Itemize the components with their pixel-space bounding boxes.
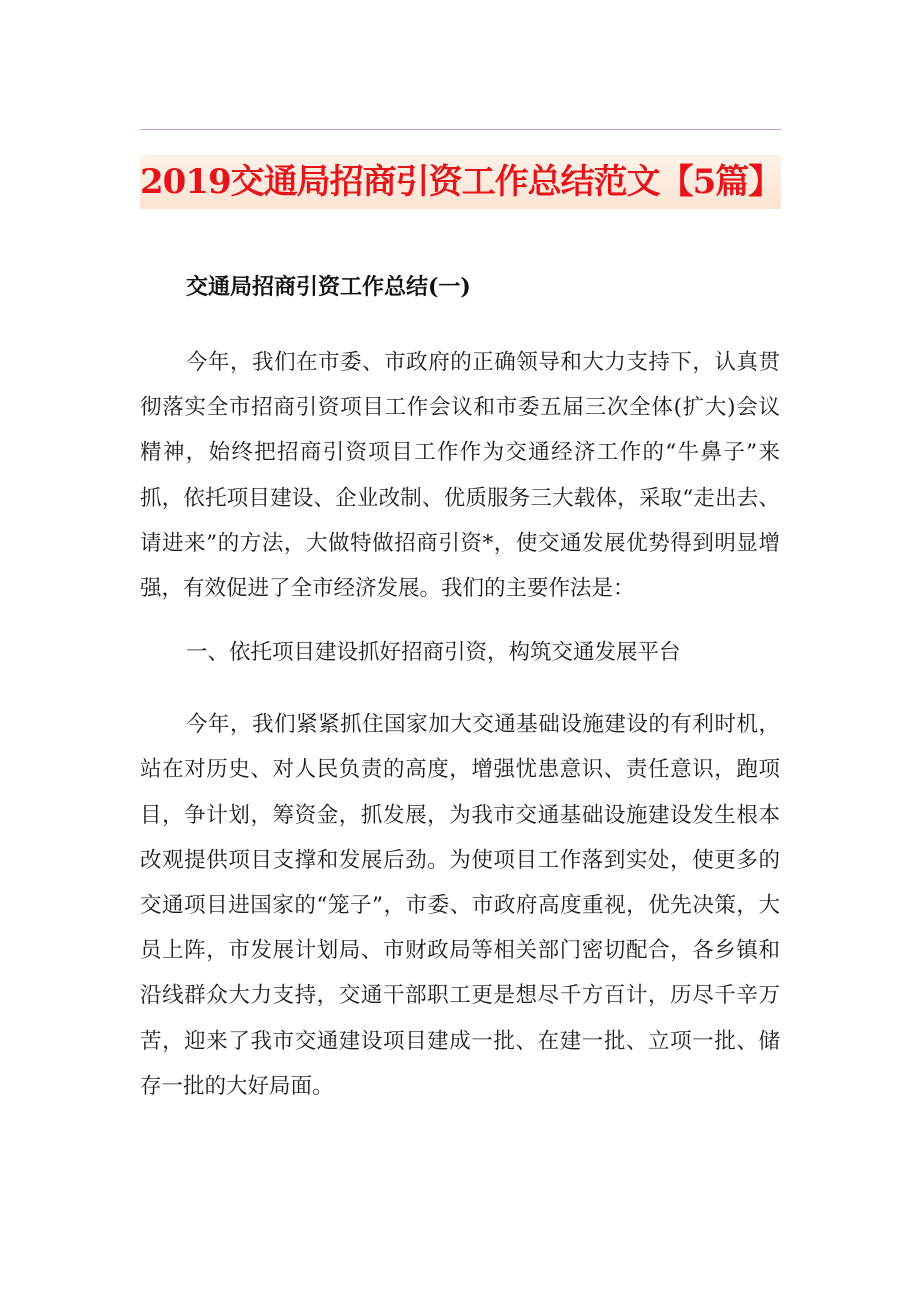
document-title: 2019交通局招商引资工作总结范文【5篇】 [140, 162, 782, 202]
header-divider [140, 129, 781, 130]
document-body [140, 272, 780, 1109]
body-paragraph-2: 今年，我们紧紧抓住国家加大交通基础设施建设的有利时机，站在对历史、对人民负责的高度，增强忧患意识、责任意识，跑项目，争计划，筹资金，抓发展，为我市交通基础设施建设发生根本改观提供项目支撑和发展后劲。为使项目工作落到实处，使更多的交通项目进国家的“笼子”，市委、市政府高度重视，优先决策，大员上阵，市发展计划局、市财政局等相关部门密切配合，各乡镇和沿线群众大力支持，交通干部职工更是想尽千方百计，历尽千辛万苦，迎来了我市交通建设项目建成一批、在建一批、立项一批、储存一批的大好局面。 [140, 712, 780, 1099]
section-heading: 交通局招商引资工作总结(一) [186, 274, 471, 300]
sub-heading-1: 一、依托项目建设抓好招商引资，构筑交通发展平台 [186, 640, 681, 666]
body-paragraph-1: 今年，我们在市委、市政府的正确领导和大力支持下，认真贯彻落实全市招商引资项目工作会议和市委五届三次全体(扩大)会议精神，始终把招商引资项目工作作为交通经济工作的“牛鼻子”来抓，依托项目建设、企业改制、优质服务三大载体，采取“走出去、请进来”的方法，大做特做招商引资*，使交通发展优势得到明显增强，有效促进了全市经济发展。我们的主要作法是： [140, 350, 780, 602]
